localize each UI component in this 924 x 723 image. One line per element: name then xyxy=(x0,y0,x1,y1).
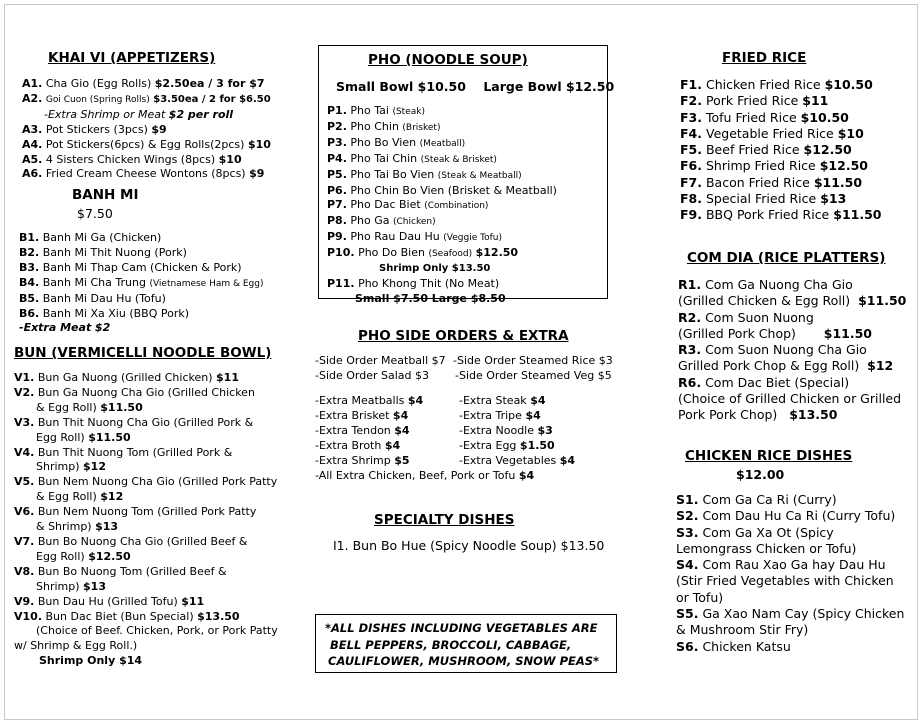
menu-item-s5-desc: & Mushroom Stir Fry) xyxy=(676,622,809,638)
sides-list xyxy=(315,354,615,484)
sides-title: PHO SIDE ORDERS & EXTRA xyxy=(358,328,569,344)
menu-item-b6: B6. Banh Mi Xa Xiu (BBQ Pork) xyxy=(19,306,190,320)
side-row-1: -Side Order Meatball $7 -Side Order Steamed Rice $3 xyxy=(315,354,613,367)
menu-item-p4: P4. Pho Tai Chin (Steak & Brisket) xyxy=(327,151,497,165)
menu-item-s3-desc: Lemongrass Chicken or Tofu) xyxy=(676,540,857,556)
menu-item-v9: V9. Bun Dau Hu (Grilled Tofu) $11 xyxy=(14,594,205,608)
menu-item-v3-cont: Egg Roll) $11.50 xyxy=(36,430,131,444)
menu-item-v4: V4. Bun Thit Nuong Tom (Grilled Pork & xyxy=(14,445,233,459)
chicken-price: $12.00 xyxy=(736,467,785,482)
menu-item-v10-shrimp: Shrimp Only $14 xyxy=(39,654,143,668)
menu-item-b3: B3. Banh Mi Thap Cam (Chicken & Pork) xyxy=(19,260,242,274)
menu-item-v1: V1. Bun Ga Nuong (Grilled Chicken) $11 xyxy=(14,371,239,384)
extra-row-5: -Extra Shrimp $5 -Extra Vegetables $4 xyxy=(315,454,576,467)
banh-mi-extra: -Extra Meat $2 xyxy=(19,321,111,335)
extra-all: -All Extra Chicken, Beef, Pork or Tofu $4 xyxy=(315,469,535,482)
menu-item-v2-cont: & Egg Roll) $11.50 xyxy=(36,400,143,414)
bun-list xyxy=(14,371,278,669)
menu-item-v7: V7. Bun Bo Nuong Cha Gio (Grilled Beef & xyxy=(14,534,248,548)
appetizers-title-wrap xyxy=(48,50,215,66)
menu-item-r2: R2. Com Suon Nuong xyxy=(678,309,814,325)
extra-row-3: -Extra Tendon $4 -Extra Noodle $3 xyxy=(315,424,553,437)
menu-item-f1: F1. Chicken Fried Rice $10.50 xyxy=(680,77,873,92)
pho-box xyxy=(318,45,615,305)
menu-item-p2: P2. Pho Chin (Brisket) xyxy=(327,119,441,133)
bun-header xyxy=(14,345,271,361)
banh-mi-title: BANH MI xyxy=(72,187,139,203)
menu-item-f3: F3. Tofu Fried Rice $10.50 xyxy=(680,109,849,125)
extra-row-2: -Extra Brisket $4 -Extra Tripe $4 xyxy=(315,409,541,422)
menu-item-p11-sizes: Small $7.50 Large $8.50 xyxy=(355,291,506,305)
menu-item-r3: R3. Com Suon Nuong Cha Gio xyxy=(678,342,867,358)
menu-item-a4: A4. Pot Stickers(6pcs) & Egg Rolls(2pcs) $10 xyxy=(22,137,271,151)
menu-item-s5: S5. Ga Xao Nam Cay (Spicy Chicken xyxy=(676,606,905,622)
menu-item-f5: F5. Beef Fried Rice $12.50 xyxy=(680,142,852,158)
menu-item-r6: R6. Com Dac Biet (Special) xyxy=(678,374,850,390)
menu-item-r1-desc: (Grilled Chicken & Egg Roll) $11.50 xyxy=(678,293,907,309)
vegetable-note-box xyxy=(315,614,617,673)
chicken-title: CHICKEN RICE DISHES xyxy=(685,448,853,464)
com-dia-header xyxy=(687,250,885,266)
specialty-title: SPECIALTY DISHES xyxy=(374,512,515,528)
menu-item-s3: S3. Com Ga Xa Ot (Spicy xyxy=(676,524,834,540)
menu-item-v8: V8. Bun Bo Nuong Tom (Grilled Beef & xyxy=(14,564,227,578)
menu-item-s4-desc: (Stir Fried Vegetables with Chicken xyxy=(676,573,894,589)
pho-list xyxy=(327,104,557,307)
vegetable-note-line-1: *ALL DISHES INCLUDING VEGETABLES ARE xyxy=(325,621,598,635)
menu-item-f2: F2. Pork Fried Rice $11 xyxy=(680,93,829,109)
menu-item-b2: B2. Banh Mi Thit Nuong (Pork) xyxy=(19,245,187,259)
banh-mi-header xyxy=(72,187,139,221)
menu-item-f9: F9. BBQ Pork Fried Rice $11.50 xyxy=(680,207,882,223)
menu-item-r6-desc: (Choice of Grilled Chicken or Grilled xyxy=(678,391,902,407)
fried-rice-title: FRIED RICE xyxy=(722,50,807,66)
side-row-2: -Side Order Salad $3 -Side Order Steamed Veg $5 xyxy=(315,369,612,382)
vegetable-note-line-2: BELL PEPPERS, BROCCOLI, CABBAGE, xyxy=(330,637,572,652)
fried-rice-header xyxy=(722,50,806,66)
menu-item-a6: A6. Fried Cream Cheese Wontons (8pcs) $9 xyxy=(22,167,265,181)
menu-item-s6: S6. Chicken Katsu xyxy=(676,638,791,654)
menu-item-s1: S1. Com Ga Ca Ri (Curry) xyxy=(676,492,837,507)
chicken-header xyxy=(685,448,852,482)
sides-header xyxy=(358,328,569,344)
specialty-list xyxy=(333,538,604,554)
banh-mi-price: $7.50 xyxy=(77,206,113,221)
vegetable-note-line-3: CAULIFLOWER, MUSHROOM, SNOW PEAS* xyxy=(328,654,600,668)
extra-row-1: -Extra Meatballs $4 -Extra Steak $4 xyxy=(315,394,546,407)
menu-item-s2: S2. Com Dau Hu Ca Ri (Curry Tofu) xyxy=(676,508,896,524)
bun-title: BUN (VERMICELLI NOODLE BOWL) xyxy=(14,345,272,361)
menu-item-a3: A3. Pot Stickers (3pcs) $9 xyxy=(22,122,167,136)
menu-item-v3: V3. Bun Thit Nuong Cha Gio (Grilled Pork & xyxy=(14,415,254,429)
menu-item-p1: P1. Pho Tai (Steak) xyxy=(327,104,425,117)
com-dia-title: COM DIA (RICE PLATTERS) xyxy=(687,250,886,266)
menu-item-f6: F6. Shrimp Fried Rice $12.50 xyxy=(680,158,868,174)
menu-item-s4-desc2: or Tofu) xyxy=(676,589,724,605)
menu-item-r2-desc: (Grilled Pork Chop) $11.50 xyxy=(678,325,872,341)
menu-item-p8: P8. Pho Ga (Chicken) xyxy=(327,214,436,228)
menu-item-p5: P5. Pho Tai Bo Vien (Steak & Meatball) xyxy=(327,167,522,181)
menu-item-r1: R1. Com Ga Nuong Cha Gio xyxy=(678,277,853,292)
menu-item-v7-cont: Egg Roll) $12.50 xyxy=(36,549,131,563)
menu-item-a5: A5. 4 Sisters Chicken Wings (8pcs) $10 xyxy=(22,152,242,166)
pho-sizes: Small Bowl $10.50 Large Bowl $12.50 xyxy=(336,79,615,94)
menu-item-v4-cont: Shrimp) $12 xyxy=(36,460,106,474)
menu-item-v10: V10. Bun Dac Biet (Bun Special) $13.50 xyxy=(14,609,240,623)
menu-item-v6-cont: & Shrimp) $13 xyxy=(36,520,119,534)
fried-rice-list xyxy=(680,77,882,224)
appetizers-title: KHAI VI (APPETIZERS) xyxy=(48,50,216,66)
menu-item-f7: F7. Bacon Fried Rice $11.50 xyxy=(680,174,863,190)
menu-item-p6: P6. Pho Chin Bo Vien (Brisket & Meatball) xyxy=(327,183,557,197)
menu-item-b4: B4. Banh Mi Cha Trung (Vietnamese Ham & Egg) xyxy=(19,275,264,289)
menu-item-v10-desc2: w/ Shrimp & Egg Roll.) xyxy=(14,639,138,653)
menu-item-p10: P10. Pho Do Bien (Seafood) $12.50 xyxy=(327,246,519,260)
menu-item-v8-cont: Shrimp) $13 xyxy=(36,579,106,593)
menu-item-i1: I1. Bun Bo Hue (Spicy Noodle Soup) $13.50 xyxy=(333,538,605,553)
com-dia-list xyxy=(678,277,906,424)
menu-item-p11: P11. Pho Khong Thit (No Meat) xyxy=(327,276,500,290)
menu-item-s4: S4. Com Rau Xao Ga hay Dau Hu xyxy=(676,557,886,573)
menu-item-v5: V5. Bun Nem Nuong Cha Gio (Grilled Pork Patty xyxy=(14,475,278,489)
menu-item-b5: B5. Banh Mi Dau Hu (Tofu) xyxy=(19,291,166,305)
banh-mi-list xyxy=(19,231,264,336)
menu-item-p3: P3. Pho Bo Vien (Meatball) xyxy=(327,135,466,149)
menu-item-p7: P7. Pho Dac Biet (Combination) xyxy=(327,198,489,212)
menu-item-r3-desc: Grilled Pork Chop & Egg Roll) $12 xyxy=(678,358,894,374)
menu-item-v10-desc: (Choice of Beef. Chicken, Pork, or Pork Patty xyxy=(36,624,278,638)
menu-item-v6: V6. Bun Nem Nuong Tom (Grilled Pork Patty xyxy=(14,505,257,519)
menu-item-f8: F8. Special Fried Rice $13 xyxy=(680,191,847,207)
menu-item-v5-cont: & Egg Roll) $12 xyxy=(36,490,124,504)
pho-title: PHO (NOODLE SOUP) xyxy=(368,52,528,68)
chicken-list xyxy=(676,492,904,655)
menu-item-a1: A1. Cha Gio (Egg Rolls) $2.50ea / 3 for $7 xyxy=(22,77,265,90)
menu-item-extra-shrimp: -Extra Shrimp or Meat $2 per roll xyxy=(44,107,234,121)
menu-item-v2: V2. Bun Ga Nuong Cha Gio (Grilled Chicken xyxy=(14,385,255,399)
menu-item-f4: F4. Vegetable Fried Rice $10 xyxy=(680,125,864,141)
extra-row-4: -Extra Broth $4 -Extra Egg $1.50 xyxy=(315,439,555,452)
menu-item-p10-shrimp: Shrimp Only $13.50 xyxy=(379,263,491,275)
menu-item-r6-desc2: Pork Pork Chop) $13.50 xyxy=(678,407,838,423)
menu-item-a2: A2. Goi Cuon (Spring Rolls) $3.50ea / 2 for $6.50 xyxy=(22,91,271,105)
specialty-header xyxy=(374,512,514,528)
menu-item-p9: P9. Pho Rau Dau Hu (Veggie Tofu) xyxy=(327,230,502,244)
appetizers-list xyxy=(22,77,271,182)
menu-item-b1: B1. Banh Mi Ga (Chicken) xyxy=(19,231,162,244)
